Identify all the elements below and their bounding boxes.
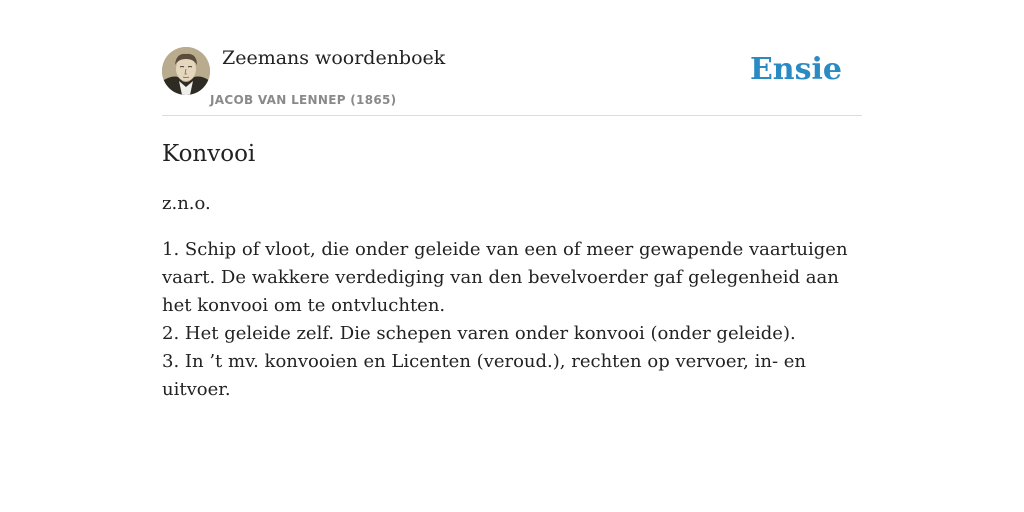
- part-of-speech: z.n.o.: [162, 193, 211, 214]
- dictionary-author: JACOB VAN LENNEP (1865): [210, 93, 397, 107]
- entry-headword: Konvooi: [162, 141, 256, 167]
- dictionary-title[interactable]: Zeemans woordenboek: [222, 47, 446, 69]
- definition-item: 2. Het geleide zelf. Die schepen varen onder konvooi (onder geleide).: [162, 323, 796, 344]
- ensie-logo-link[interactable]: Ensie: [749, 52, 842, 87]
- dictionary-entry: [162, 138, 862, 404]
- definition-item: 3. In ’t mv. konvooien en Licenten (veroud.), rechten op vervoer, in- en uitvoer.: [162, 351, 807, 400]
- portrait-avatar-icon: [162, 47, 210, 95]
- dictionary-header: [162, 46, 862, 116]
- definition-list: [162, 236, 862, 404]
- author-avatar[interactable]: [162, 47, 210, 95]
- definition-item: 1. Schip of vloot, die onder geleide van een of meer gewapende vaartuigen vaart. De wakkere verdediging van den bevelvoerder gaf gelegenheid aan het konvooi om te ontvluchten.: [162, 239, 848, 316]
